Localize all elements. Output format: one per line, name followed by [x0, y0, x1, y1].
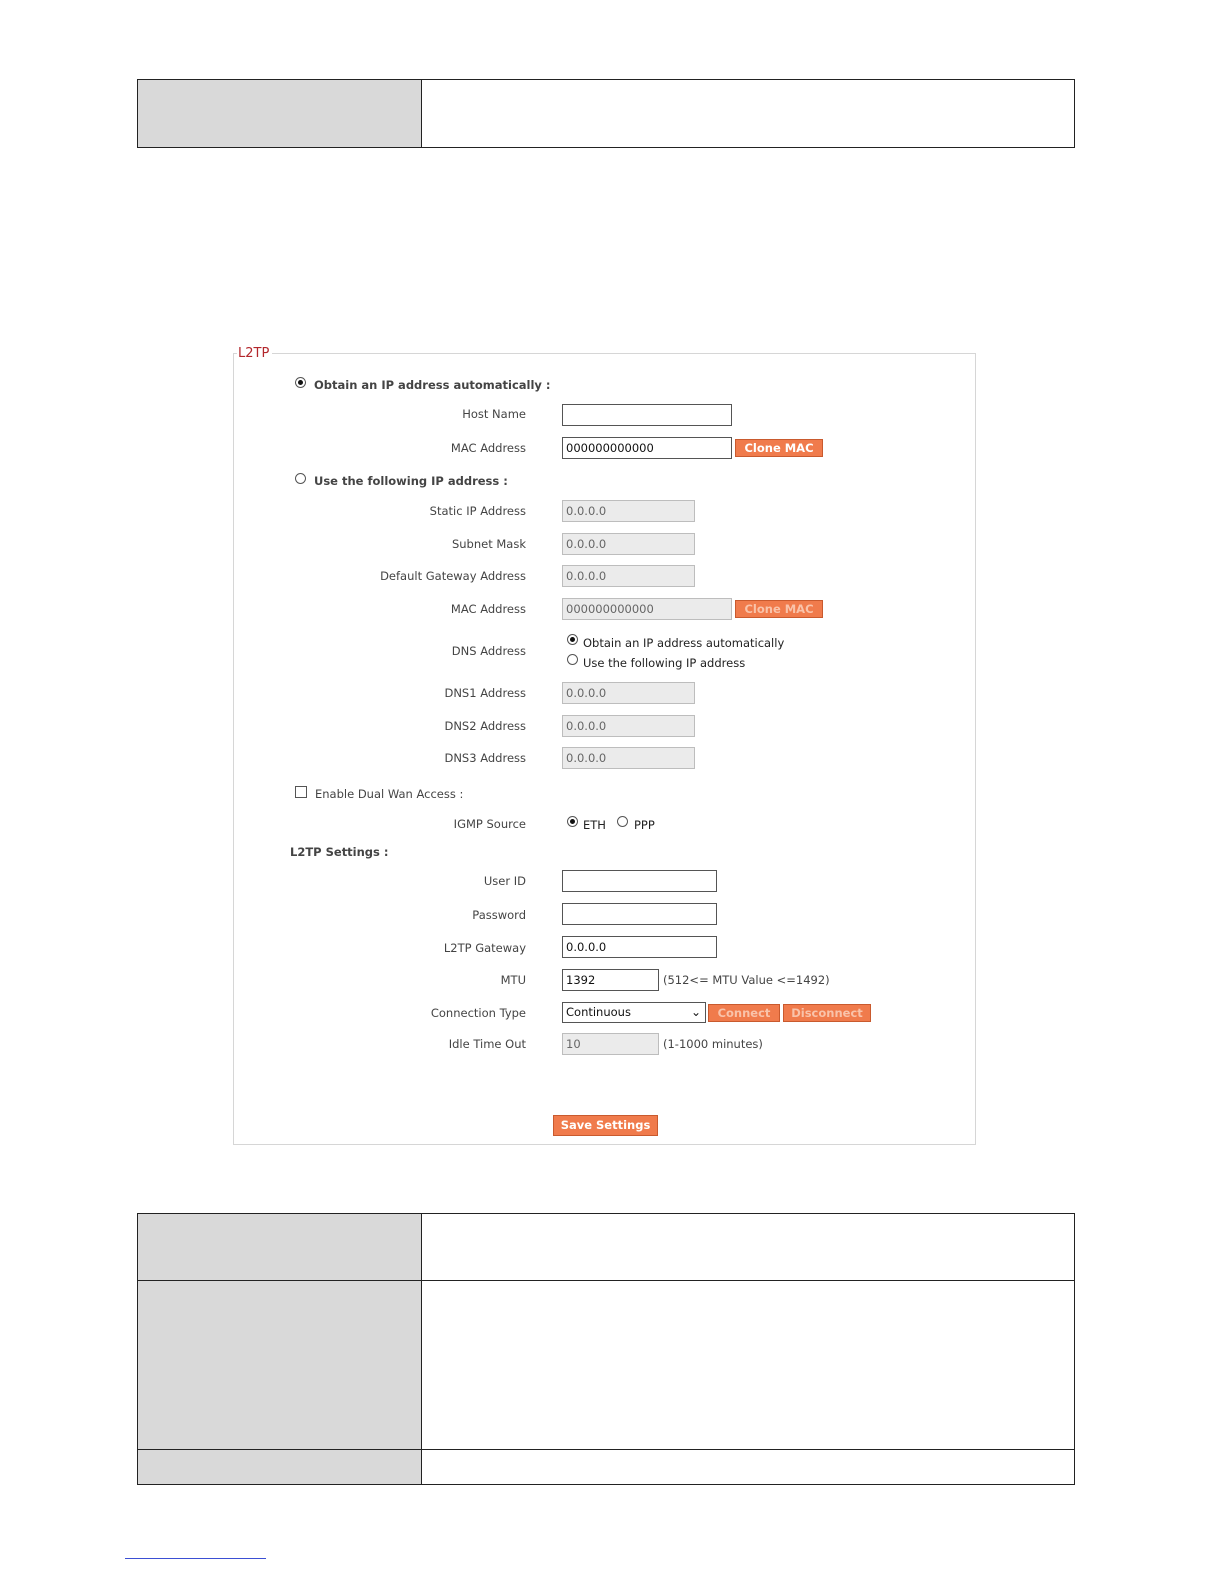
obtain-auto-label: Obtain an IP address automatically : — [314, 378, 551, 392]
password-label: Password — [472, 908, 526, 922]
idle-time-out-hint: (1-1000 minutes) — [663, 1037, 763, 1051]
table-label-cell — [138, 1281, 422, 1450]
dns1-input[interactable]: 0.0.0.0 — [562, 682, 695, 704]
subnet-mask-label: Subnet Mask — [451, 537, 526, 551]
panel-title: L2TP — [237, 346, 272, 362]
l2tp-gateway-label: L2TP Gateway — [443, 941, 526, 955]
connection-type-select[interactable] — [562, 1002, 706, 1023]
table-description-cell — [422, 1214, 1075, 1281]
doc-table-bottom — [137, 1213, 1075, 1485]
dns-manual-radio[interactable] — [567, 654, 578, 665]
dns3-label: DNS3 Address — [444, 751, 526, 765]
dual-wan-checkbox[interactable] — [295, 786, 307, 798]
table-description-cell — [422, 80, 1075, 148]
dns-auto-label: Obtain an IP address automatically — [583, 636, 785, 650]
footer-link-underline[interactable] — [125, 1558, 266, 1559]
l2tp-gateway-input[interactable]: 0.0.0.0 — [562, 936, 717, 958]
mtu-input[interactable]: 1392 — [562, 969, 659, 991]
idle-time-out-input[interactable]: 10 — [562, 1033, 659, 1055]
doc-table-top — [137, 79, 1075, 148]
mac-address-label: MAC Address — [450, 441, 526, 455]
connect-button[interactable]: Connect — [708, 1004, 780, 1022]
igmp-eth-radio[interactable] — [567, 816, 578, 827]
host-name-label: Host Name — [462, 407, 526, 421]
dns-auto-radio[interactable] — [567, 634, 578, 645]
obtain-auto-radio[interactable] — [295, 377, 306, 388]
mac-address-input[interactable]: 000000000000 — [562, 437, 732, 459]
dns-manual-label: Use the following IP address — [583, 656, 746, 670]
igmp-eth-label: ETH — [583, 818, 606, 832]
clone-mac-button[interactable]: Clone MAC — [735, 439, 823, 457]
host-name-input[interactable] — [562, 404, 732, 426]
dns2-label: DNS2 Address — [444, 719, 526, 733]
save-settings-button[interactable]: Save Settings — [553, 1115, 658, 1136]
igmp-source-label: IGMP Source — [453, 817, 526, 831]
default-gateway-label: Default Gateway Address — [380, 569, 526, 583]
dual-wan-label: Enable Dual Wan Access : — [315, 787, 464, 801]
static-ip-label: Static IP Address — [429, 504, 526, 518]
user-id-input[interactable] — [562, 870, 717, 892]
connection-type-label: Connection Type — [430, 1006, 526, 1020]
igmp-ppp-radio[interactable] — [617, 816, 628, 827]
mtu-hint: (512<= MTU Value <=1492) — [663, 973, 830, 987]
dns2-input[interactable]: 0.0.0.0 — [562, 715, 695, 737]
table-label-cell — [138, 1450, 422, 1485]
mtu-label: MTU — [500, 973, 526, 987]
table-label-cell — [138, 1214, 422, 1281]
dns1-label: DNS1 Address — [444, 686, 526, 700]
idle-time-out-label: Idle Time Out — [448, 1037, 526, 1051]
disconnect-button[interactable]: Disconnect — [783, 1004, 871, 1022]
table-description-cell — [422, 1450, 1075, 1485]
password-input[interactable] — [562, 903, 717, 925]
subnet-mask-input[interactable]: 0.0.0.0 — [562, 533, 695, 555]
default-gateway-input[interactable]: 0.0.0.0 — [562, 565, 695, 587]
connection-type-value: Continuous — [566, 1005, 631, 1019]
dns-address-label: DNS Address — [451, 644, 526, 658]
use-following-label: Use the following IP address : — [314, 474, 508, 488]
use-following-radio[interactable] — [295, 473, 306, 484]
dns3-input[interactable]: 0.0.0.0 — [562, 747, 695, 769]
mac-address-static-label: MAC Address — [450, 602, 526, 616]
user-id-label: User ID — [483, 874, 526, 888]
static-ip-input[interactable]: 0.0.0.0 — [562, 500, 695, 522]
clone-mac-static-button[interactable]: Clone MAC — [735, 600, 823, 618]
mac-address-static-input[interactable]: 000000000000 — [562, 598, 732, 620]
chevron-down-icon: ⌄ — [690, 1005, 701, 1019]
table-label-cell — [138, 80, 422, 148]
igmp-ppp-label: PPP — [634, 818, 655, 832]
table-description-cell — [422, 1281, 1075, 1450]
l2tp-settings-heading: L2TP Settings : — [290, 845, 389, 859]
